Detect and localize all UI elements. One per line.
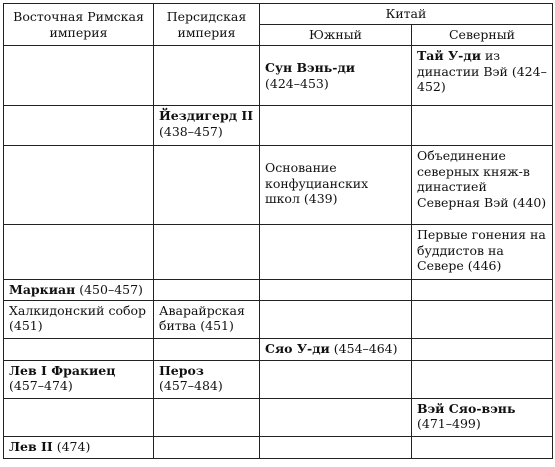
ruler-name: Маркиан	[9, 282, 76, 297]
table-row	[4, 106, 553, 146]
table-row	[4, 280, 553, 301]
cell-persian	[154, 360, 260, 398]
cell-north	[412, 398, 553, 436]
cell-south	[260, 338, 412, 360]
cell-east-empty	[4, 146, 154, 225]
cell-east-empty	[4, 106, 154, 146]
ruler-name: Лев II	[9, 438, 53, 454]
ruler-years: (471–499)	[417, 416, 481, 431]
table-row	[4, 398, 553, 436]
cell-persian	[154, 106, 260, 146]
history-table	[3, 3, 553, 459]
ruler-years: (457–484)	[159, 378, 223, 393]
table-row	[4, 436, 553, 458]
cell-north: Первые гонения на буддистов на Севере (446)	[412, 225, 553, 280]
ruler-years: (438–457)	[159, 123, 223, 139]
cell-north-empty	[412, 338, 553, 360]
cell-persian-empty	[154, 280, 260, 301]
header-south: Южный	[260, 25, 412, 46]
table-row	[4, 225, 553, 280]
cell-east	[4, 360, 154, 398]
ruler-name: Вэй Сяо-вэнь	[417, 400, 516, 416]
cell-persian-empty	[154, 398, 260, 436]
table-row	[4, 300, 553, 338]
header-persian: Персидская империя	[154, 4, 260, 46]
table-row	[4, 338, 553, 360]
table-row	[4, 46, 553, 106]
header-east-roman: Восточная Римская империя	[4, 4, 154, 46]
ruler-detail: из династии Вэй (424–452)	[417, 48, 547, 94]
ruler-name: Сяо У-ди	[265, 340, 330, 356]
ruler-years: (454–464)	[329, 340, 398, 356]
cell-east: Халкидонский собор (451)	[4, 300, 154, 338]
table-row	[4, 146, 553, 225]
ruler-years: (474)	[52, 438, 91, 454]
cell-persian-empty	[154, 46, 260, 106]
header-north: Северный	[412, 25, 553, 46]
header-china: Китай	[260, 4, 553, 25]
cell-east	[4, 280, 154, 301]
cell-south-empty	[260, 280, 412, 301]
cell-north	[412, 46, 553, 106]
cell-south-empty	[260, 225, 412, 280]
cell-south-empty	[260, 300, 412, 338]
cell-south: Основание конфуцианских школ (439)	[260, 146, 412, 225]
cell-north-empty	[412, 106, 553, 146]
cell-east	[4, 436, 154, 458]
ruler-name: Пероз	[159, 362, 204, 378]
cell-east-empty	[4, 225, 154, 280]
cell-persian: Аварайрская битва (451)	[154, 300, 260, 338]
cell-north-empty	[412, 436, 553, 458]
ruler-name: Сун Вэнь-ди	[265, 60, 356, 75]
ruler-years: (450–457)	[75, 282, 143, 297]
table-row	[4, 360, 553, 398]
cell-persian-empty	[154, 436, 260, 458]
cell-east-empty	[4, 338, 154, 360]
cell-east-empty	[4, 398, 154, 436]
cell-south	[260, 46, 412, 106]
cell-south-empty	[260, 106, 412, 146]
cell-persian-empty	[154, 146, 260, 225]
ruler-name: Тай У-ди	[417, 48, 481, 63]
cell-south-empty	[260, 398, 412, 436]
cell-persian-empty	[154, 338, 260, 360]
cell-persian-empty	[154, 225, 260, 280]
ruler-name: Лев I Фракиец	[9, 362, 116, 378]
ruler-years: (457–474)	[9, 378, 73, 393]
cell-east-empty	[4, 46, 154, 106]
ruler-years: (424–453)	[265, 75, 329, 91]
cell-south-empty	[260, 436, 412, 458]
ruler-name: Йездигерд II	[159, 108, 254, 123]
cell-north-empty	[412, 300, 553, 338]
cell-north-empty	[412, 360, 553, 398]
cell-north: Объединение северных княж-в династией Северная Вэй (440)	[412, 146, 553, 225]
cell-north-empty	[412, 280, 553, 301]
cell-south-empty	[260, 360, 412, 398]
